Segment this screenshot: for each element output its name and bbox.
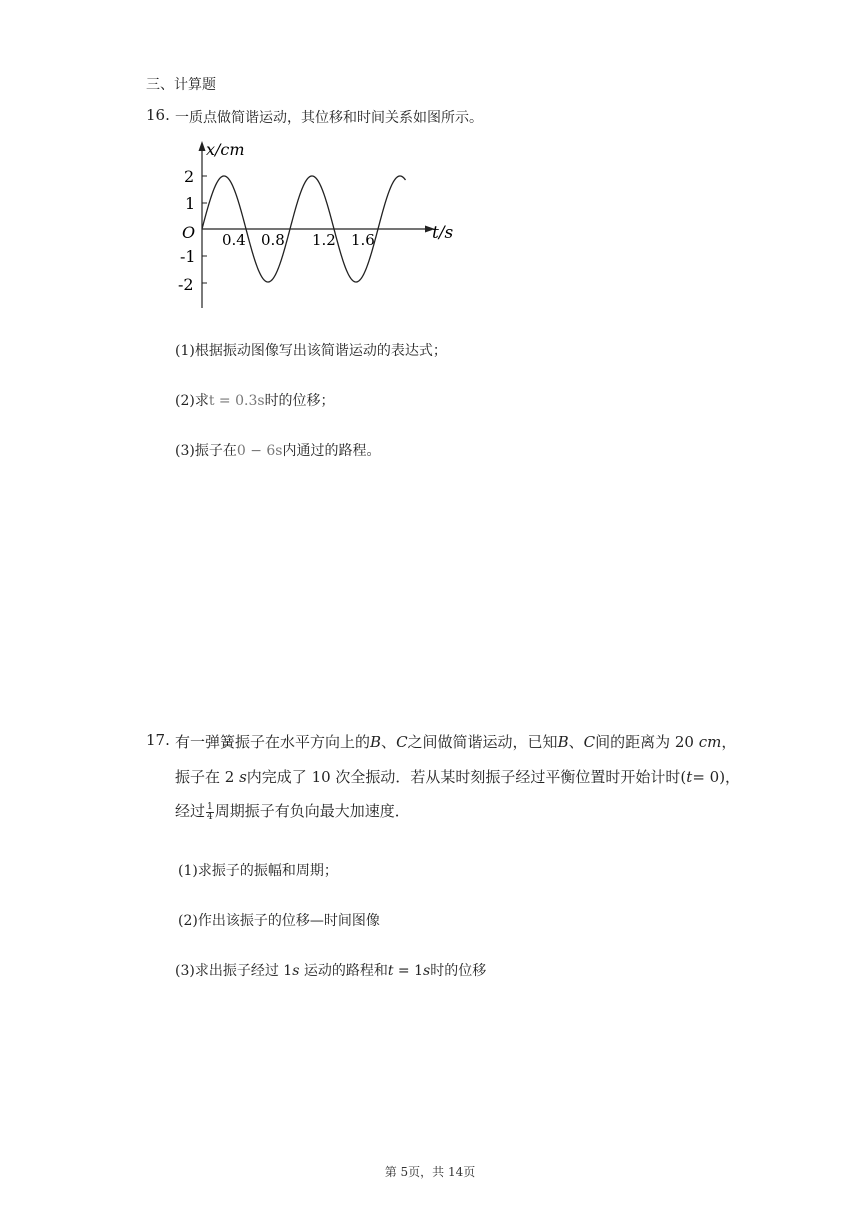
question-16-number: 16. [146, 106, 170, 124]
page-footer: 第 5页，共 14页 [384, 1165, 476, 1179]
origin-label: O [182, 223, 196, 242]
x-axis-label: t/s [432, 223, 454, 243]
text: (3)求出振子经过 1 [175, 963, 293, 979]
text: 、 [568, 733, 584, 751]
text: 运动的路程和 [299, 963, 388, 979]
math-c: C [396, 733, 408, 751]
displacement-time-graph [170, 138, 460, 313]
text: 、 [381, 733, 397, 751]
part-2-math: t = 0.3s [208, 393, 265, 409]
fraction-numerator: 1 [207, 801, 213, 812]
x-tick-label-1-6: 1.6 [351, 231, 375, 249]
question-17-part-1: (1)求振子的振幅和周期； [178, 863, 338, 879]
math-t: t [686, 768, 693, 786]
math-b: B [370, 733, 382, 751]
text: 有一弹簧振子在水平方向上的 [175, 733, 371, 751]
math-t: t [387, 963, 394, 979]
text: 周期振子有负向最大加速度． [214, 802, 410, 820]
math-b: B [557, 733, 569, 751]
part-3-math: 0 − 6s [236, 443, 283, 459]
question-17-number: 17. [146, 731, 170, 749]
text: 间的距离为 20 [595, 733, 694, 751]
fraction-one-quarter [206, 803, 214, 822]
y-tick-label-neg1: -1 [180, 247, 196, 266]
text: ， [721, 733, 737, 751]
text: = 0)， [692, 768, 741, 786]
part-3-prefix: (3)振子在 [175, 443, 237, 459]
section-title: 三、计算题 [146, 77, 216, 93]
math-s: s [423, 963, 431, 979]
part-2-suffix: 时的位移； [264, 393, 335, 409]
y-axis-arrow [199, 141, 206, 151]
question-16-part-1: (1)根据振动图像写出该简谐运动的表达式； [175, 343, 447, 359]
y-tick-label-1: 1 [185, 194, 196, 213]
text: 之间做简谐运动，已知 [407, 733, 558, 751]
y-axis-label: x/cm [206, 140, 245, 159]
question-16-stem: 一质点做简谐运动，其位移和时间关系如图所示。 [175, 110, 483, 126]
math-s: s [292, 963, 300, 979]
part-3-suffix: 内通过的路程。 [282, 443, 381, 459]
question-17-part-3 [175, 960, 486, 980]
y-tick-label-2: 2 [184, 167, 195, 186]
question-17-line-2 [175, 766, 740, 787]
text: 内完成了 10 次全振动．若从某时刻振子经过平衡位置时开始计时( [246, 768, 687, 786]
part-2-prefix: (2)求 [175, 393, 209, 409]
text: 振子在 2 [175, 768, 235, 786]
text: = 1 [393, 963, 424, 979]
question-17-part-2: (2)作出该振子的位移—时间图像 [178, 913, 380, 929]
math-s: s [239, 768, 247, 786]
text: 时的位移 [430, 963, 487, 979]
question-17-line-3 [175, 800, 410, 822]
math-cm: cm [698, 733, 722, 751]
question-17-line-1 [175, 731, 736, 752]
text: 经过 [175, 802, 206, 820]
fraction-denominator: 4 [207, 811, 213, 822]
x-tick-label-0-4: 0.4 [222, 231, 246, 249]
x-tick-label-0-8: 0.8 [261, 231, 285, 249]
y-tick-label-neg2: -2 [178, 275, 194, 294]
question-16-part-3 [175, 440, 380, 460]
question-16-part-2 [175, 390, 335, 410]
math-c: C [583, 733, 596, 751]
x-tick-label-1-2: 1.2 [312, 231, 336, 249]
